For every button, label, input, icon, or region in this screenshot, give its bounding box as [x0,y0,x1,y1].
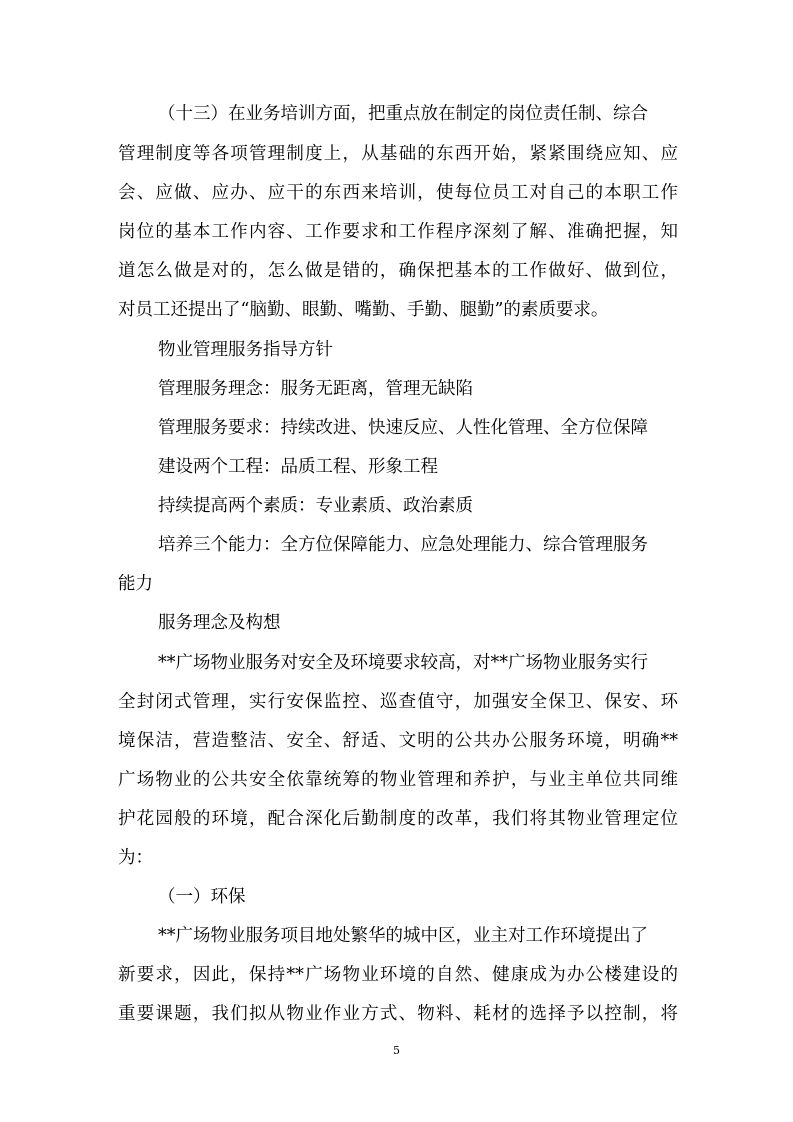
text-line-4: 岗位的基本工作内容、工作要求和工作程序深刻了解、准确把握，知 [118,222,678,242]
text-line-23: 新要求，因此，保持**广场物业环境的自然、健康成为办公楼建设的 [118,965,678,985]
page-number: 5 [393,1044,400,1057]
text-line-3: 会、应做、应办、应干的东西来培训，使每位员工对自己的本职工作 [118,183,678,203]
text-line-12: 培养三个能力：全方位保障能力、应急处理能力、综合管理服务 [158,535,648,555]
text-line-16: 全封闭式管理，实行安保监控、巡查值守，加强安全保卫、保安、环 [118,692,678,712]
text-line-9: 管理服务要求：持续改进、快速反应、人性化管理、全方位保障 [158,418,648,438]
text-line-8: 管理服务理念：服务无距离，管理无缺陷 [158,379,473,399]
text-line-5: 道怎么做是对的，怎么做是错的，确保把基本的工作做好、做到位， [118,261,678,281]
text-line-10: 建设两个工程：品质工程、形象工程 [158,457,438,477]
text-line-19: 护花园般的环境，配合深化后勤制度的改革，我们将其物业管理定位 [118,809,678,829]
text-line-15: **广场物业服务对安全及环境要求较高，对**广场物业服务实行 [158,653,648,673]
text-line-6: 对员工还提出了“脑勤、眼勤、嘴勤、手勤、腿勤”的素质要求。 [118,300,609,320]
text-line-1: （十三）在业务培训方面，把重点放在制定的岗位责任制、综合 [158,104,648,124]
text-line-24: 重要课题，我们拟从物业作业方式、物料、耗材的选择予以控制，将 [118,1004,678,1024]
text-line-11: 持续提高两个素质：专业素质、政治素质 [158,496,473,516]
heading-environment: （一）环保 [158,887,246,907]
text-line-22: **广场物业服务项目地处繁华的城中区，业主对工作环境提出了 [158,926,648,946]
heading-guideline: 物业管理服务指导方针 [158,340,333,360]
heading-service-concept: 服务理念及构想 [158,613,281,633]
text-line-13: 能力 [118,574,153,594]
text-line-17: 境保洁，营造整洁、安全、舒适、文明的公共办公服务环境，明确** [118,731,678,751]
text-line-2: 管理制度等各项管理制度上，从基础的东西开始，紧紧围绕应知、应 [118,144,678,164]
text-line-18: 广场物业的公共安全依靠统筹的物业管理和养护，与业主单位共同维 [118,770,678,790]
text-line-20: 为： [118,848,153,868]
